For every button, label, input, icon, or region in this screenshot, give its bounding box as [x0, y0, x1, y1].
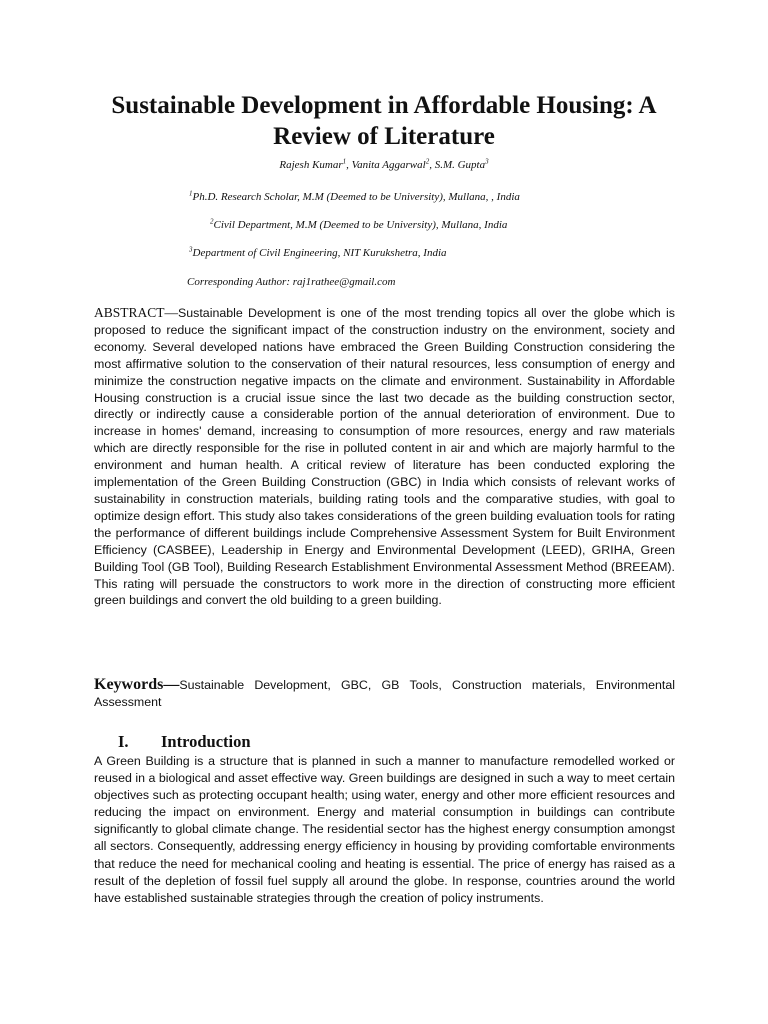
affiliation-text: Civil Department, M.M (Deemed to be University), Mullana, India	[213, 219, 508, 231]
author-superscript: 3	[485, 157, 489, 166]
affiliation-superscript: 2	[210, 217, 214, 226]
abstract	[94, 305, 675, 609]
affiliation-superscript: 3	[189, 245, 193, 254]
corresponding-author: Corresponding Author: raj1rathee@gmail.com	[187, 276, 396, 288]
affiliation-3	[189, 247, 447, 259]
author-name: Vanita Aggarwal	[351, 159, 426, 171]
author-list	[0, 159, 768, 171]
affiliation-2	[210, 219, 507, 231]
abstract-text: Sustainable Development is one of the most trending topics all over the globe which is proposed to reduce the significant impact of the construction industry on the environment, society and economy. Several developed nations have embraced the Green Building Construction considering the most affirmative solution to the conservation of their natural resources, less consumption of energy and minimize the construction negative impacts on the climate and environment. Sustainability in Affordable Housing construction is a crucial issue since the last two decade as the building construction sector, directly or indirectly cause a considerable portion of the annual deterioration of environment. Due to increase in homes' demand, increasing to consumption of more resources, energy and raw materials which are directly responsible for the rise in polluted content in air and which are majorly harmful to the environment and human health. A critical review of literature has been conducted exploring the implementation of the Green Building Construction (GBC) in India which consists of relevant works of sustainability in construction materials, building rating tools and the comparative studies, with goal to optimize design effort. This study also takes considerations of the green building evaluation tools for rating the performance of different buildings include Comprehensive Assessment System for Built Environment Efficiency (CASBEE), Leadership in Energy and Environmental Development (LEED), GRIHA, Green Building Tool (GB Tool), Building Research Establishment Environmental Assessment Method (BREEAM). This rating will persuade the constructors to work more in the direction of constructing more efficient green buildings and convert the old building to a green building.	[94, 306, 675, 608]
affiliation-superscript: 1	[189, 189, 193, 198]
section-number: I.	[118, 732, 129, 751]
author-separator: ,	[346, 159, 352, 171]
introduction-text: A Green Building is a structure that is planned in such a manner to manufacture remodelled worked or reused in a biological and asset effective way. Green buildings are designed in such a way to meet certain objectives such as protecting occupant health; using water, energy and other more efficient resources and reducing the impact on environment. Energy and material consumption in buildings can contribute significantly to global climate change. The residential sector has the highest energy consumption amongst all sectors. Consequently, addressing energy efficiency in housing by providing comfortable environments that reduce the need for mechanical cooling and heating is essential. The price of energy has raised as a result of the depletion of fossil fuel supply all around the globe. In response, countries around the world have established sustainable strategies through the creation of policy instruments.	[94, 754, 675, 905]
section-heading	[118, 732, 251, 752]
affiliation-1	[189, 191, 520, 203]
author-superscript: 2	[425, 157, 430, 166]
affiliation-text: Ph.D. Research Scholar, M.M (Deemed to be University), Mullana, , India	[192, 191, 520, 203]
author-name: Rajesh Kumar	[279, 159, 343, 171]
keywords-text: Sustainable Development, GBC, GB Tools, Construction materials, Environmental Assessment	[94, 678, 675, 709]
keywords	[94, 676, 675, 711]
affiliation-text: Department of Civil Engineering, NIT Kurukshetra, India	[192, 247, 447, 259]
section-title: Introduction	[161, 732, 251, 751]
author-superscript: 1	[342, 157, 347, 166]
author-separator: ,	[429, 159, 435, 171]
keywords-heading: Keywords—	[94, 676, 180, 693]
paper-title: Sustainable Development in Affordable Housing: A Review of Literature	[111, 92, 657, 150]
abstract-heading: ABSTRACT—	[94, 305, 179, 320]
author-name: S.M. Gupta	[434, 159, 486, 171]
